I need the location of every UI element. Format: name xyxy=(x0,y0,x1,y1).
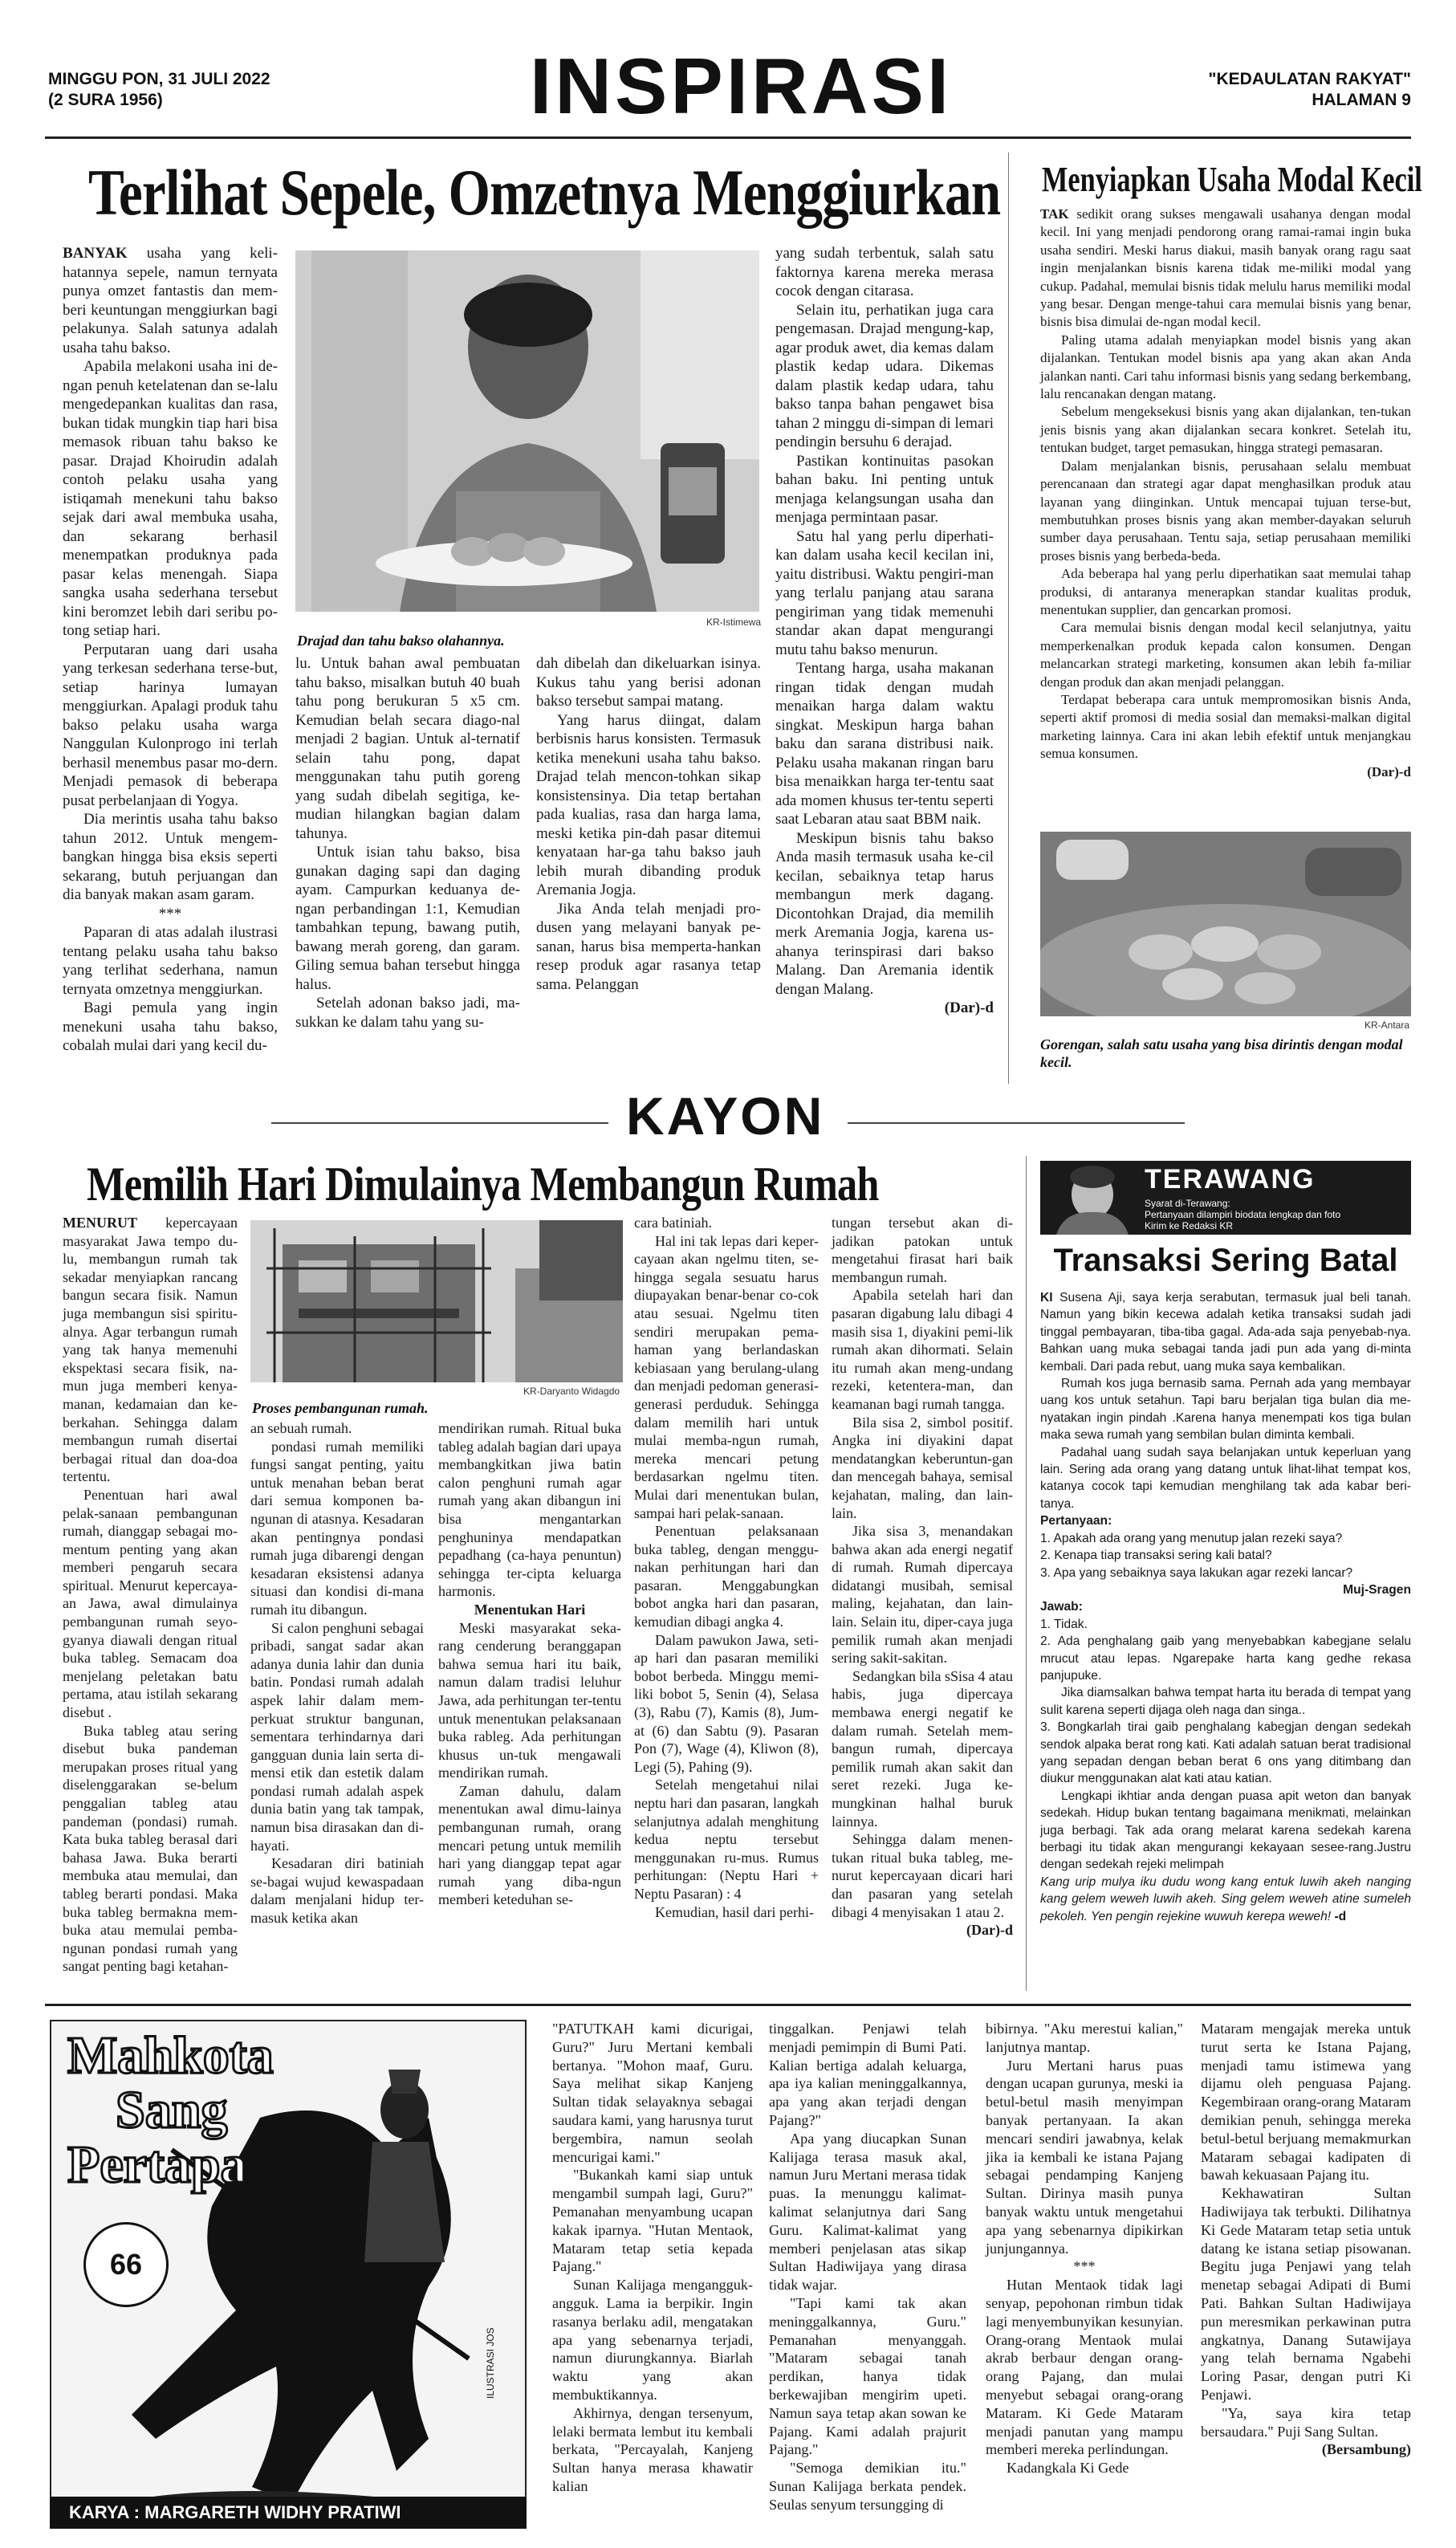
closing-advice: Kang urip mulya iku dudu wong kang entuk luwih akeh nanging kang gelem weweh luwih akeh. Sing gelem weweh atine sumeleh pekoleh. Yen pengin rejekine wuwuh kerepa weweh! -d xyxy=(1040,1874,1411,1923)
answer-item: 2. Ada penghalang gaib yang menyebabkan kabegjane selalu mrucut atau lepas. Ngarepake harta kang gedhe rekasa panjupuke. xyxy=(1040,1634,1411,1683)
hijri-date: (2 SURA 1956) xyxy=(48,91,163,109)
kayon-col-2: an sebuah rumah. pondasi rumah memiliki fungsi sangat penting, yaitu untuk menahan beban berat dari semua komponen ba-ngunan di atasnya. Kesadaran akan pentingnya pondasi rumah juga dibarengi dengan kesadaran eksistensi adanya situasi dan kondisi di-mana rumah itu dibangun. Si calon penghuni sebagai pribadi, sangat sadar akan adanya dunia lahir dan dunia batin. Pondasi rumah adalah aspek lahir dalam mem-perkuat struktur bangunan, sementara terhindarnya dari gangguan dunia lain serta di-mensi etik dan estetik dalam pondasi rumah adalah aspek dunia batin yang tak tampak, namun bisa dirasakan dan di-hayati. Kesadaran diri batiniah se-bagai wujud kewaspadaan dalam menjalani hidup ter-masuk ketika akan xyxy=(250,1420,424,1927)
answer-item: Jika diamsalkan bahwa tempat harta itu berada di tempat yang sulit karena seperti dijaga oleh naga dan singa.. xyxy=(1040,1686,1411,1717)
serial-illustration xyxy=(50,2020,527,2519)
kayon-col-1: MENURUT kepercayaan masyarakat Jawa tempo du-lu, membangun rumah tak sekadar menyiapkan rancang bangun secara fisik. Namun juga membangun sisi spiritu-alnya. Agar terbangun rumah yang tak hanya memenuhi ekspektasi secara fisik, na-mun juga memberi kenya-manan, kedamaian dan ke-berkahan. Sehingga dalam membangun rumah disertai berbagai ritual dan doa-doa tertentu. Penentuan hari awal pelak-sanaan pembangunan rumah, dianggap sebagai mo-mentum penting yang akan memberi pengaruh secara spiritual. Menurut kepercaya-an Jawa, awal dimulainya pembangunan rumah seyo-gyanya diawali dengan ritual buka tableg. Semacam doa menjelang peletakan batu pertama, atau istilah sekarang disebut . Buka tableg atau sering disebut buka pandeman merupakan proses ritual yang diselenggarakan se-belum penggalian tableg atau pandeman (pondasi) rumah. Kata buka tableg berasal dari bahasa Jawa. Buka berarti membuka atau memulai, dan tableg berarti pondasi. Maka buka tableg bermakna mem-buka atau memulai pemba-ngunan pondasi rumah yang sangat penting bagi ketahan- xyxy=(63,1215,238,1975)
column-divider xyxy=(1008,153,1009,1084)
terawang-text: KI Susena Aji, saya kerja serabutan, termasuk jual beli tanah. Namun yang bikin kecewa adalah ketika transaksi sudah jadi tinggal pembayaran, tiba-tiba gagal. Ada-ada saja penyebab-nya. Bahkan uang muka sebagai tanda jadi pun ada yang di-minta kembali. Dari pada rebut, uang muka saya kembalikan. Rumah kos juga bernasib sama. Pernah ada yang membayar uang kos untuk setahun. Tapi baru berjalan tiga bulan dia me-nyatakan ingin pindah .Karena hanya menempati kos tiga bulan maka sewa rumah yang sembilan bulan diminta kembali. Padahal uang sudah saya belanjakan untuk keperluan yang lain. Sering ada orang yang datang untuk lihat-lihat tempat kos, katanya cocok tapi kemudian menghilang tak ada kabar beri-tanya. Pertanyaan: 1. Apakah ada orang yang menutup jalan rezeki saya? 2. Kenapa tiap transaksi sering kali batal? 3. Apa yang sebaiknya saya lakukan agar rezeki lancar? Muj-Sragen Jawab: 1. Tidak. 2. Ada penghalang gaib yang menyebabkan kabegjane selalu mrucut atau lepas. Ngarepake harta kang gedhe rekasa panjupuke. Jika diamsalkan bahwa tempat harta itu berada di tempat yang sulit karena seperti dijaga oleh naga dan singa.. 3. Bongkarlah tirai gaib penghalang kabegjan dengan sedekah sendok alpaka berat rong kati. Kati adalah satuan berat tradisional yang sepadan dengan beban berat 6 ons yang ditimbang dan diukur menggunakan alat kati atau katian. Lengkapi ikhtiar anda dengan puasa apit weton dan banyak sedekah. Hidup bukan tentang bagaimana menikmati, melainkan juga berbagi. Tak ada orang melarat karena sedekah karena berbagi itu tidak akan mengurangi kekayaan sesee-rang.Justru dengan sedekah rejeki melimpah Kang urip mulya iku dudu wong kang entuk luwih akeh nanging kang gelem weweh luwih akeh. Sing gelem weweh atine sumeleh pekoleh. Yen pengin rejekine wuwuh kerepa weweh! -d xyxy=(1040,1289,1411,1925)
article-col-1: BANYAK usaha yang keli-hatannya sepele, namun ternyata punya omzet fantastis dan mem-beri keuntungan menggiurkan bagi pelakunya. Salah satunya adalah usaha tahu bakso. Apabila melakoni usaha ini de-ngan penuh ketelatenan dan se-lalu mengedepankan kualitas dan rasa, bukan tidak mungkin tiap hari bisa memasok ribuan tahu bakso ke pasar. Drajad Khoirudin adalah contoh pelaku usaha yang istiqamah menekuni tahu bakso sejak dari awal membuka usaha, dan sekarang berhasil menempatkan produknya pada pasar kelas menengah. Siapa sangka usaha sederhana tersebut kini beromzet lebih dari seribu po-tong setiap hari. Perputaran uang dari usaha yang terkesan sederhana terse-but, setiap harinya lumayan menggiurkan. Apalagi produk tahu bakso pelaku usaha warga Nanggulan Kulonprogo ini terlah berhasil menembus pasar mo-dern. Menjadi pemasok di beberapa pusat perbelanjaan di Yogya. Dia merintis usaha tahu bakso tahun 2012. Untuk mengem-bangkan hingga bisa eksis seperti sekarang, butuh perjuangan dan dia banyak makan asam garam. *** Paparan di atas adalah ilustrasi tentang pelaku usaha tahu bakso yang terlihat sederhana, namun ternyata omzetnya menggiurkan. Bagi pemula yang ingin menekuni usaha tahu bakso, cobalah mulai dari yang kecil du- xyxy=(63,245,278,1054)
kayon-col-3: mendirikan rumah. Ritual buka tableg adalah bagian dari upaya membangkitkan jiwa batin calon penghuni rumah agar rumah yang akan dibangun ini bisa mengantarkan penghuninya mendapatkan pepadhang (ca-haya penuntun) sehingga ter-cipta keluarga harmonis. Menentukan Hari Meski masyarakat seka-rang cenderung beranggapan bahwa semua hari itu baik, namun dalam tradisi leluhur Jawa, ada perhitungan ter-tentu untuk menentukan pelaksanaan buka rableg. Ada perhitungan khusus un-tuk mengawali mendirikan rumah. Zaman dahulu, dalam menentukan awal dimu-lainya pembangunan rumah, orang mencari petung untuk memilih hari yang dianggap tepat agar rumah yang diba-ngun memberi keteduhan se- xyxy=(438,1420,621,1908)
question-item: 3. Apa yang sebaiknya saya lakukan agar rezeki lancar? xyxy=(1040,1565,1353,1580)
gorengan-photo xyxy=(1040,832,1411,1016)
serial-col-2: tinggalkan. Penjawi telah menjadi pemimpin di Bumi Pati. Kalian bertiga adalah keluarga, apa iya kalian meninggalkannya, apa yang akan terjadi dengan Pajang?" Apa yang diucapkan Sunan Kalijaga terasa masuk akal, namun Juru Mertani merasa tidak puas. Ia menunggu kalimat-kalimat selanjutnya dari Sang Guru. Kalimat-kalimat yang memberi penjelasan atas sikap Sultan Hadiwijaya yang dirasa tidak wajar. "Tapi kami tak akan meninggalkannya, Guru." Pemanahan menyanggah. "Mataram sebagai tanah perdikan, hanya tidak berkewajiban mengirim upeti. Namun saya tetap akan sowan ke Pajang. Kami adalah prajurit Pajang." "Semoga demikian itu." Sunan Kalijaga berkata pendek. Seulas senyum tersungging di xyxy=(769,2021,966,2513)
tahu-bakso-photo xyxy=(295,250,759,612)
kayon-col-4: cara batiniah. Hal ini tak lepas dari keper-cayaan akan ngelmu titen, se-hingga segala sesuatu harus diupayakan benar-benar co-cok atau sesuai. Ngelmu titen sendiri merupakan pema-haman yang berlandaskan kebiasaan yang berulang-ulang dan menjadi pedoman generasi-generasi perduduk. Sehingga dalam memilih hari untuk mulai memba-ngun rumah, mereka mencari petung berdasarkan ngelmu titen. Mulai dari menentukan bulan, sampai hari pelak-sanaan. Penentuan pelaksanaan buka tableg, dengan menggu-nakan perhitungan hari dan pasaran. Menggabungkan bobot angka hari dan pasaran, kemudian dibagi angka 4. Dalam pawukon Jawa, seti-ap hari dan pasaran memiliki bobot berbeda. Minggu memi-liki bobot 5, Senin (4), Selasa (3), Rabu (7), Kamis (8), Jum-at (6) dan Sabtu (9). Pasaran Pon (7), Wage (4), Kliwon (8), Legi (5), Pahing (9). Setelah mengetahui nilai neptu hari dan pasaran, langkah selanjutnya adalah menghitung kedua neptu tersebut menggunakan ru-mus. Rumus perhitungan: (Neptu Hari + Neptu Pasaran) : 4 Kemudian, hasil dari perhi- xyxy=(634,1215,819,1920)
episode-number: 66 xyxy=(109,2248,143,2281)
article-signature: (Dar)-d xyxy=(944,999,994,1016)
paper-name: "KEDAULATAN RAKYAT" xyxy=(1208,70,1411,88)
question-item: 2. Kenapa tiap transaksi sering kali batal? xyxy=(1040,1549,1272,1563)
date-text: MINGGU PON, 31 JULI 2022 xyxy=(48,70,270,88)
serial-col-1: "PATUTKAH kami dicurigai, Guru?" Juru Mertani kembali bertanya. "Mohon maaf, Guru. Saya melihat sikap Kanjeng Sultan tidak selayaknya sebagai saudara kami, yang harusnya turut bergembira, namun seolah mencurigai kami." "Bukankah kami siap untuk mengambil sumpah lagi, Guru?" Pemanahan menyambung ucapan kakak iparnya. "Hutan Mentaok, Mataram tetap setia kepada Pajang." Sunan Kalijaga mengangguk-angguk. Lama ia berpikir. Ingin rasanya berlaku adil, mengatakan apa yang sebenarnya terjadi, namun diurungkannya. Biarlah waktu yang akan membuktikannya. Akhirnya, dengan tersenyum, lelaki bermata lembut itu kembali berkata, "Percayalah, Kanjeng Sultan hanya merasa khawatir kalian xyxy=(552,2021,753,2494)
sidebar-title: Menyiapkan Usaha Modal Kecil xyxy=(1042,160,1422,199)
kayon-subhead: Menentukan Hari xyxy=(474,1601,586,1618)
columnist-portrait-icon xyxy=(1048,1161,1137,1235)
terawang-banner-title: TERAWANG xyxy=(1145,1164,1316,1195)
article-title: Terlihat Sepele, Omzetnya Menggiurkan xyxy=(88,156,1001,229)
sidebar-signature: (Dar)-d xyxy=(1367,763,1411,779)
article-col-3: dah dibelah dan dikeluarkan isinya. Kukus tahu yang berisi adonan bakso tersebut sampai matang. Yang harus diingat, dalam berbisnis harus konsisten. Termasuk ketika menekuni usaha tahu bakso. Drajad telah mencon-tohkan sikap konsistensinya. Dia tetap bertahan pada kualias, rasa dan harga lama, meski ketika pin-dah pasar ditemui kenyataan har-ga tahu bakso jauh lebih murah dibanding produk Aremania Jogja. Jika Anda telah menjadi pro-dusen yang melayani banyak pe-sanan, harus bisa memperta-hankan resep produk agar rasanya tetap sama. Pelanggan xyxy=(536,655,761,993)
answers-label: Jawab: xyxy=(1040,1600,1083,1614)
photo-credit: KR-Istimewa xyxy=(706,617,762,628)
kayon-rule-right xyxy=(848,1122,1185,1124)
terawang-banner xyxy=(1040,1161,1411,1235)
serial-col-3: bibirnya. "Aku merestui kalian," lanjutnya mantap. Juru Mertani harus puas dengan ucapan gurunya, meski ia betul-betul masih menyimpan banyak pertanyaan. Ia akan mencari sendiri jawabnya, kelak jika ia kembali ke istana Pajang sebagai pendamping Kanjeng Sultan. Dirinya masih punya banyak waktu untuk mengetahui apa yang sebenarnya dipikirkan junjungannya. *** Hutan Mentaok tidak lagi senyap, pepohonan rimbun tidak lagi menyembunyikan kesunyian. Orang-orang Mentaok mulai akrab berbaur dengan orang-orang Pajang, dan mulai menyebut sebagai orang-orang Mataram. Ki Gede Mataram menjadi panutan yang mampu memberi mereka perlindungan. Kadangkala Ki Gede xyxy=(986,2021,1183,2477)
question-item: 1. Apakah ada orang yang menutup jalan rezeki saya? xyxy=(1040,1531,1343,1545)
author-bar xyxy=(50,2497,527,2529)
masthead: INSPIRASI xyxy=(530,42,953,130)
sidebar-photo-caption: Gorengan, salah satu usaha yang bisa dirintis dengan modal kecil. xyxy=(1040,1036,1403,1070)
serial-continued: (Bersambung) xyxy=(1321,2441,1411,2458)
construction-photo xyxy=(250,1220,623,1382)
article-col-4: yang sudah terbentuk, salah satu faktornya karena mereka merasa cocok dengan citarasa. Selain itu, perhatikan juga cara pengemasan. Drajad mengung-kap, agar produk awet, dia kemas dalam plastik kedap udara. Dikemas dalam plastik kedap udara, tahu bakso tanpa bahan pengawet bisa tahan 2 minggu di-simpan di lemari pendingin bersuhu 6 derajad. Pastikan kontinuitas pasokan bahan baku. Ini penting untuk menjaga kelangsungan usaha dan menjaga permintaan pasar. Satu hal yang perlu diperhati-kan dalam usaha kecil kecilan ini, yaitu distribusi. Waktu pengiri-man yang terlalu panjang atau sarana pengiriman yang tidak memenuhi standar akan dapat mengurangi mutu tahu bakso menurun. Tentang harga, usaha makanan ringan tidak dengan mudah menaikan harga dalam waktu singkat. Meskipun harga bahan baku dan sarana distribusi naik. Pelaku usaha makanan ringan baru bisa menaikkan harga ter-tentu saat ada momen khusus ter-tentu seperti saat Lebaran atau saat BBM naik. Meskipun bisnis tahu bakso Anda masih termasuk usaha ke-cil kecilan, sebaiknya tetap harus membangun merk dagang. Dicontohkan Drajad, dia memilih merk Aremania Jogja, karena us-ahanya terinspirasi dari bakso Malang. Dan Aremania identik dengan Malang. (Dar)-d xyxy=(775,245,994,1016)
kayon-photo-credit: KR-Daryanto Widagdo xyxy=(523,1386,620,1397)
sidebar-photo-credit: KR-Antara xyxy=(1364,1020,1410,1031)
photo-caption: Drajad dan tahu bakso olahannya. xyxy=(297,633,505,649)
article-col-2: lu. Untuk bahan awal pembuatan tahu bakso, misalkan butuh 40 buah tahu pong berukuran 5 x5 cm. Kemudian belah secara diago-nal menjadi 2 bagian. Untuk al-ternatif selain tahu pong, dapat menggunakan tahu putih goreng yang sudah dibelah segitiga, ke-mudian hilangkan bagian dalam tahunya. Untuk isian tahu bakso, bisa gunakan daging sapi dan daging ayam. Campurkan keduanya de-ngan perbandingan 1:1, Kemudian tambahkan tepung, bawang putih, bawang merah goreng, dan garam. Giling semua bahan tersebut hingga halus. Setelah adonan bakso jadi, ma-sukkan ke dalam tahu yang su- xyxy=(295,655,520,1031)
header-rule xyxy=(45,136,1411,139)
answer-item: 3. Bongkarlah tirai gaib penghalang kabegjan dengan sedekah sendok alpaka berat rong kati. Kati adalah satuan berat tradisional yang sepadan dengan beban berat 6 ons yang ditimbang dan diukur menggunakan alat kati atau katian. xyxy=(1040,1720,1411,1786)
page-number: HALAMAN 9 xyxy=(1312,91,1411,109)
serial-rule xyxy=(45,2004,1411,2006)
serial-title-line3: Pertapa xyxy=(67,2135,247,2194)
kayon-section: KAYON xyxy=(626,1086,825,1146)
kayon-photo-caption: Proses pembangunan rumah. xyxy=(252,1400,429,1416)
illustrator-credit: ILUSTRASI JOS xyxy=(485,2327,496,2399)
separator: *** xyxy=(158,905,182,922)
terawang-title: Transaksi Sering Batal xyxy=(1053,1243,1398,1278)
author-name: KARYA : MARGARETH WIDHY PRATIWI xyxy=(69,2502,401,2522)
asker: Muj-Sragen xyxy=(1343,1582,1411,1597)
serial-col-4: Mataram mengajak mereka untuk turut serta ke Istana Pajang, menjadi tamu istimewa yang dijamu oleh penguasa Pajang. Kegembiraan orang-orang Mataram demikian penuh, sehingga mereka betul-betul berjuang memakmurkan Mataram sebagai kadipaten di bawah kekuasaan Pajang itu. Kekhawatiran Sultan Hadiwijaya tak terbukti. Dilihatnya Ki Gede Mataram tetap setia untuk datang ke istana setiap pisowanan. Begitu juga Penjawi yang telah menetap sebagai Adipati di Bumi Pati. Bahkan Sultan Hadiwijaya pun meresmikan perkawinan putra angkatnya, Danang Sutawijaya yang telah bernama Ngabehi Loring Pasar, dengan putri Ki Penjawi. "Ya, saya kira tetap bersaudara." Puji Sang Sultan. (Bersambung) xyxy=(1201,2021,1411,2458)
serial-title-line2: Sang xyxy=(116,2081,228,2139)
serial-title-line1: Mahkota xyxy=(67,2026,274,2085)
answer-item: 1. Tidak. xyxy=(1040,1617,1088,1631)
terawang-banner-note2: Pertanyaan dilampiri biodata lengkap dan foto xyxy=(1145,1209,1341,1220)
paper-info xyxy=(1209,69,1411,111)
terawang-lead: KI xyxy=(1040,1291,1053,1305)
terawang-banner-note3: Kirim ke Redaksi KR xyxy=(1145,1220,1234,1231)
kayon-lead: MENURUT xyxy=(63,1215,137,1231)
kayon-title: Memilih Hari Dimulainya Membangun Rumah xyxy=(87,1158,879,1211)
serial-separator: *** xyxy=(1073,2258,1096,2275)
questions-label: Pertanyaan: xyxy=(1040,1514,1112,1528)
episode-badge xyxy=(83,2222,169,2307)
kayon-col-5: tungan tersebut akan di-jadikan patokan untuk mengetahui firasat hari baik membangun rumah. Apabila setelah hari dan pasaran digabung lalu dibagi 4 masih sisa 1, diyakini pemi-lik rumah akan dihormati. Selain itu rumah akan meng-undang rezeki, ketentera-man, dan keamanan bagi rumah tangga. Bila sisa 2, simbol positif. Angka ini diyakini dapat mendatangkan keberuntun-gan dan mencegah bahaya, semisal kejahatan, maling, dan lain-lain. Jika sisa 3, menandakan bahwa akan ada energi negatif di rumah. Rumah dipercaya didatangi musibah, semisal maling, kejahatan, dan lain-lain. Selain itu, diper-caya juga pemilik rumah akan menjadi sering sakit-sakitan. Sedangkan bila sSisa 4 atau habis, juga dipercaya membawa energi negatif ke dalam rumah. Setelah mem-bangun rumah, dipercaya pemilik rumah akan sakit dan seret rezeki. Juga ke-mungkinan halhal buruk lainnya. Sehingga dalam menen-tukan ritual buka tableg, me-nurut kepercayaan dicari hari dan pasaran yang setelah dibagi 4 menyisakan 1 atau 2. (Dar)-d xyxy=(832,1215,1013,1939)
kayon-rule-left xyxy=(271,1122,608,1124)
terawang-banner-note1: Syarat di-Terawang: xyxy=(1145,1198,1230,1209)
sidebar-text: TAK sedikit orang sukses mengawali usahanya dengan modal kecil. Ini yang menjadi pendorong orang ramai-ramai ingin buka usaha sendiri. Meski harus diakui, masih banyak orang ragu saat ingin menjalankan bisnis karena tidak me-miliki modal yang cukup. Padahal, memulai bisnis tidak melulu harus memiliki modal yang besar. Dengan menge-tahui cara memulai bisnis yang benar, bisnis bisa dimulai de-ngan modal kecil. Paling utama adalah menyiapkan model bisnis yang akan dijalankan. Tentukan model bisnis apa yang akan akan Anda jalankan nanti. Cari tahu informasi bisnis yang sedang berkembang, lalu rencanakan dengan matang. Sebelum mengeksekusi bisnis yang akan dijalankan, ten-tukan jenis bisnis yang akan dijalankan secara konkret. Setelah itu, tentukan budget, target pemasukan, hingga strategi pemasaran. Dalam menjalankan bisnis, perusahaan selalu membuat perencanaan dan strategi agar dapat menghasilkan produk atau layanan yang diinginkan. Untuk mencapai tujuan terse-but, membutuhkan proses bisnis yang akan member-dayakan seluruh sumber daya perusahaan. Tentu saja, setiap perusahaan memiliki proses bisnis yang berbeda-beda. Ada beberapa hal yang perlu diperhatikan saat memulai tahap produksi, di antaranya menerapkan standar kualitas produk, menentukan supplier, dan gencarkan promosi. Cara memulai bisnis dengan modal kecil selanjutnya, yaitu memperkenalkan produk kepada calon konsumen. Dengan melancarkan strategi marketing, konsumen akan lebih fa-miliar dengan produk dan akan menjadi pelanggan. Terdapat beberapa cara untuk mempromosikan bisnis Anda, seperti aktif promosi di media sosial dan memaksi-malkan digital marketing lainnya. Cara ini akan lebih efektif untuk menjangkau semua konsumen. (Dar)-d xyxy=(1040,206,1411,781)
date-line xyxy=(48,69,270,111)
sidebar-lead: TAK xyxy=(1040,206,1069,222)
terawang-signature: -d xyxy=(1334,1909,1347,1923)
kayon-divider xyxy=(1026,1156,1027,1991)
lead-word: BANYAK xyxy=(63,245,128,262)
kayon-signature: (Dar)-d xyxy=(966,1922,1013,1939)
answer-item: Lengkapi ikhtiar anda dengan puasa apit weton dan banyak sedekah. Hidup bukan tentang bagaimana menikmati, melainkan juga berbagi. Tak ada orang melarat karena sedekah karena berbagi itu tidak akan mengurangi kekayaan sesee-rang.Justru dengan sedekah rejeki melimpah xyxy=(1040,1789,1411,1872)
